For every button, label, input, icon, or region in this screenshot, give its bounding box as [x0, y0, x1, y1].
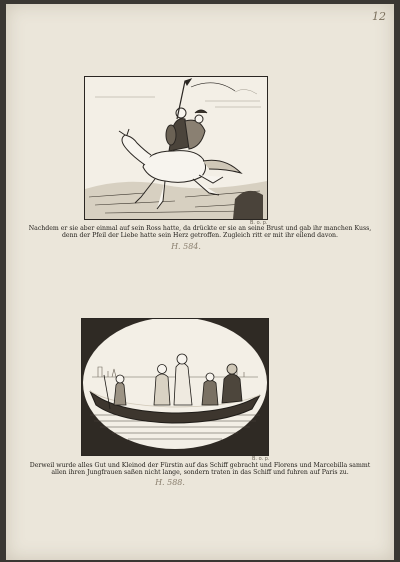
- rider-engraving: [85, 77, 267, 219]
- platemark-2: B. o. p.: [252, 456, 270, 462]
- boat-engraving: [82, 319, 268, 455]
- caption-1: Nachdem er sie aber einmal auf sein Ross hatte, da drückte er sie an seine Brust und gab ihr manchen Kuss, denn der Pfeil der Liebe hatte sein Herz getroffen. Zugleich ritt er mit ihr eilend davon.: [28, 225, 372, 240]
- illustration-rider: [84, 76, 268, 220]
- reference-note-1: H. 584.: [171, 242, 201, 251]
- caption-2: Derweil wurde alles Gut und Kleinod der Fürstin auf das Schiff gebracht und Florens und Marcebilla sammt allen ihren Jungfrauen saßen nicht lange, sondern traten in das Schiff und fuhren auf Paris zu.: [29, 462, 371, 477]
- reference-note-2: H. 588.: [155, 478, 185, 487]
- page-number: 12: [372, 10, 386, 23]
- book-page: [6, 4, 394, 560]
- illustration-boat: [81, 318, 269, 456]
- platemark-1: B. o. p.: [250, 220, 268, 226]
